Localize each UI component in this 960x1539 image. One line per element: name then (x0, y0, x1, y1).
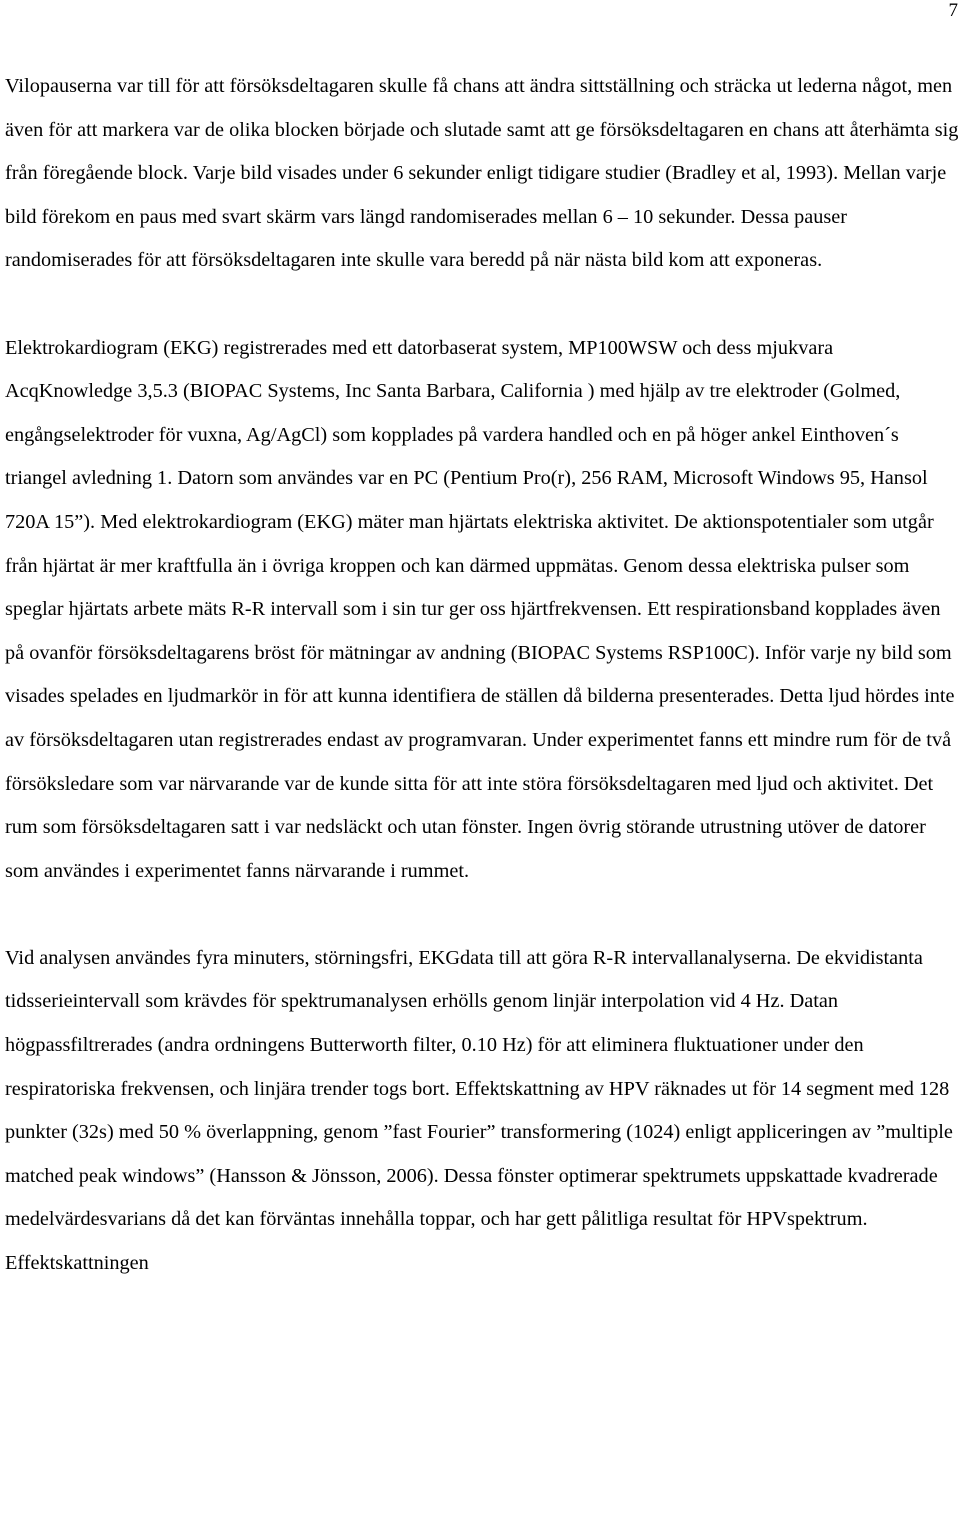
document-body (5, 65, 960, 1286)
paragraph-rest-pauses: Vilopauserna var till för att försöksdeltagaren skulle få chans att ändra sittställning och sträcka ut lederna något, men även för att markera var de olika blocken började och slutade samt att ge försöksdeltagaren en chans att återhämta sig från föregående block. Varje bild visades under 6 sekunder enligt tidigare studier (Bradley et al, 1993). Mellan varje bild förekom en paus med svart skärm vars längd randomiserades mellan 6 – 10 sekunder. Dessa pauser randomiserades för att försöksdeltagaren inte skulle vara beredd på när nästa bild kom att exponeras. (5, 75, 959, 272)
paragraph-analysis: Vid analysen användes fyra minuters, störningsfri, EKGdata till att göra R-R intervallanalyserna. De ekvidistanta tidsserieintervall som krävdes för spektrumanalysen erhölls genom linjär interpolation vid 4 Hz. Datan högpassfiltrerades (andra ordningens Butterworth filter, 0.10 Hz) för att eliminera fluktuationer under den respiratoriska frekvensen, och linjära trender togs bort. Effektskattning av HPV räknades ut för 14 segment med 128 punkter (32s) med 50 % överlappning, genom ”fast Fourier” transformering (1024) enligt appliceringen av ”multiple matched peak windows” (Hansson & Jönsson, 2006). Dessa fönster optimerar spektrumets uppskattade kvadrerade medelvärdesvarians då det kan förväntas innehålla toppar, och har gett pålitliga resultat för HPVspektrum. Effektskattningen (5, 946, 953, 1275)
paragraph-ekg-recording: Elektrokardiogram (EKG) registrerades med ett datorbaserat system, MP100WSW och dess mjukvara AcqKnowledge 3,5.3 (BIOPAC Systems, Inc Santa Barbara, California ) med hjälp av tre elektroder (Golmed, engångselektroder för vuxna, Ag/AgCl) som kopplades på vardera handled och en på höger ankel Einthoven´s triangel avledning 1. Datorn som användes var en PC (Pentium Pro(r), 256 RAM, Microsoft Windows 95, Hansol 720A 15”). Med elektrokardiogram (EKG) mäter man hjärtats elektriska aktivitet. De aktionspotentialer som utgår från hjärtat är mer kraftfulla än i övriga kroppen och kan därmed uppmätas. Genom dessa elektriska pulser som speglar hjärtats arbete mäts R-R intervall som i sin tur ger oss hjärtfrekvensen. Ett respirationsband kopplades även på ovanför försöksdeltagarens bröst för mätningar av andning (BIOPAC Systems RSP100C). Inför varje ny bild som visades spelades en ljudmarkör in för att kunna identifiera de ställen då bilderna presenterades. Detta ljud hördes inte av försöksdeltagaren utan registrerades endast av programvaran. Under experimentet fanns ett mindre rum för de två försöksledare som var närvarande var de kunde sitta för att inte störa försöksdeltagaren med ljud och aktivitet. Det rum som försöksdeltagaren satt i var nedsläckt och utan fönster. Ingen övrig störande utrustning utöver de datorer som användes i experimentet fanns närvarande i rummet. (5, 336, 955, 882)
page-number: 7 (948, 0, 958, 21)
